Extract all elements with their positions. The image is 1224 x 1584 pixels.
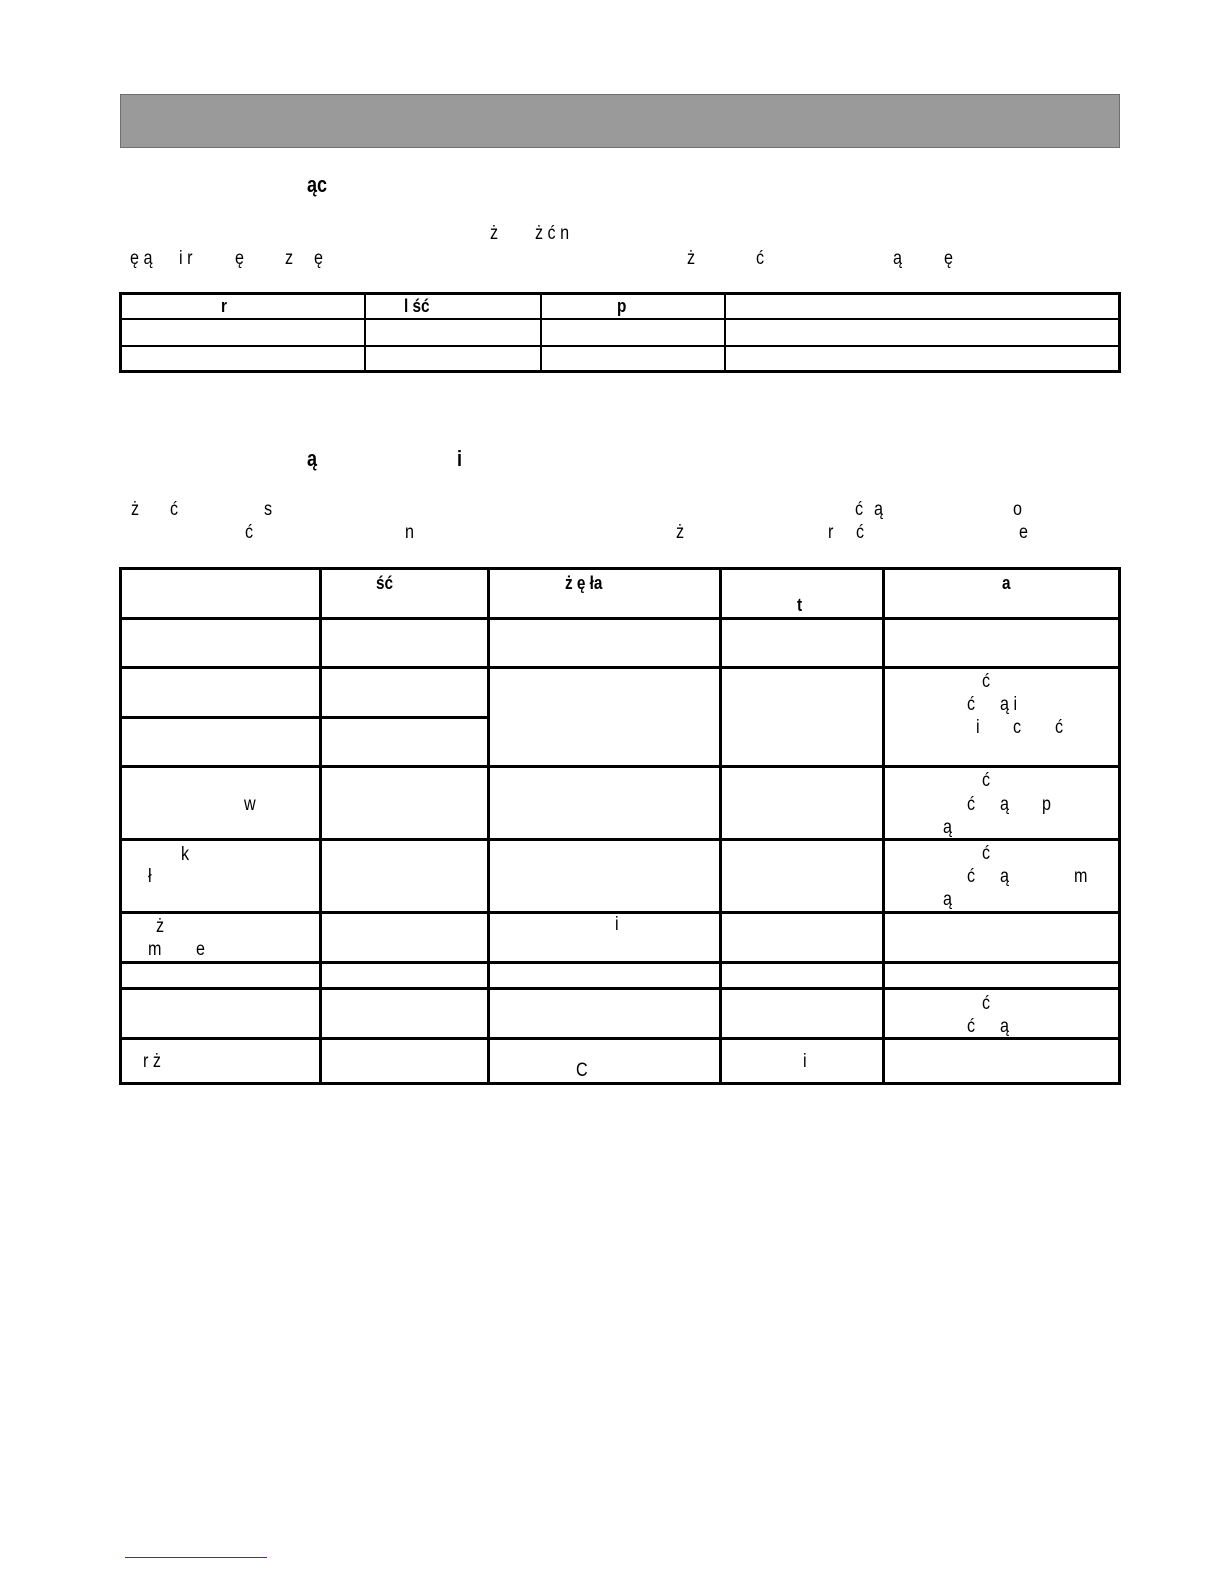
table2-cell-fragment: ć (982, 671, 991, 692)
table2-cell-fragment: ą (943, 817, 952, 838)
footnote-separator (125, 1557, 267, 1558)
table-divider (540, 292, 542, 373)
table-divider (319, 567, 322, 1085)
paragraph-fragment: o (1013, 499, 1022, 520)
table2-cell-fragment: ą i (1000, 694, 1018, 715)
table-divider (719, 567, 722, 1085)
table2-cell-fragment: m (148, 939, 162, 960)
table2-cell-fragment: w (244, 794, 256, 815)
table1-header-cell: p (617, 296, 627, 316)
table2-header-cell: ż ę ła (565, 573, 603, 593)
section2-heading: i (457, 446, 463, 471)
paragraph-fragment: s (264, 499, 273, 520)
paragraph-fragment: ą (893, 248, 902, 269)
paragraph-fragment: z (285, 248, 294, 269)
paragraph-fragment: i r (179, 248, 193, 269)
table-divider (119, 911, 1121, 914)
table-divider (119, 838, 1121, 841)
table2-cell-fragment: p (1042, 794, 1051, 815)
table2-cell-fragment: i (803, 1051, 807, 1072)
table2-header-cell: t (797, 595, 803, 615)
section2-heading: ą (307, 446, 318, 471)
table2-cell-fragment: ć (967, 794, 976, 815)
table-divider (882, 567, 885, 1085)
table2-cell-fragment: ą (1000, 1016, 1009, 1037)
table2-cell-fragment: ć (982, 843, 991, 864)
table1-header-cell: l ść (404, 296, 430, 316)
paragraph-fragment: ż (676, 522, 685, 543)
table2-header-cell: ść (376, 573, 394, 593)
table2-cell-fragment: ż (156, 916, 165, 937)
paragraph-fragment: ć (855, 499, 864, 520)
table2-cell-fragment: e (196, 939, 205, 960)
paragraph-fragment: ę (944, 248, 953, 269)
paragraph-fragment: ć (245, 522, 254, 543)
table2-cell-fragment: ć (1055, 717, 1064, 738)
table-2 (119, 567, 1121, 1085)
table2-cell-fragment: i (615, 914, 619, 935)
paragraph-fragment: ż ć n (535, 223, 570, 244)
paragraph-fragment: e (1019, 522, 1028, 543)
paragraph-fragment: ż (490, 223, 499, 244)
table-divider (119, 617, 1121, 620)
paragraph-fragment: ę (314, 248, 323, 269)
table2-cell-fragment: ć (982, 770, 991, 791)
table2-header-cell: a (1002, 573, 1011, 593)
table-divider (364, 292, 366, 373)
table2-cell-fragment: ą (943, 889, 952, 910)
table2-cell-fragment: ł (148, 866, 152, 887)
table2-cell-fragment: ć (967, 694, 976, 715)
paragraph-fragment: ę (235, 248, 244, 269)
table-divider (119, 765, 1121, 768)
table2-cell-fragment: ą (1000, 794, 1009, 815)
paragraph-fragment: ć (856, 522, 865, 543)
table2-cell-fragment: r ż (143, 1051, 161, 1072)
paragraph-fragment: ą (874, 499, 883, 520)
table-divider (487, 567, 490, 1085)
table-divider (119, 716, 489, 719)
section-header-bar (120, 94, 1120, 148)
table2-cell-fragment: C (576, 1060, 588, 1081)
paragraph-fragment: ć (170, 499, 179, 520)
table2-cell-fragment: ą (1000, 866, 1009, 887)
table2-cell-fragment: ć (967, 866, 976, 887)
paragraph-fragment: ę ą (130, 248, 153, 269)
paragraph-fragment: ż (687, 248, 696, 269)
table2-cell-fragment: m (1074, 866, 1088, 887)
table-divider (724, 292, 726, 373)
section1-heading: ąc (307, 172, 328, 197)
table-divider (119, 318, 1121, 320)
table-divider (119, 666, 1121, 669)
table2-cell-fragment: k (181, 844, 190, 865)
table-divider (119, 987, 1121, 990)
paragraph-fragment: ż (131, 499, 140, 520)
table2-cell-fragment: i (976, 717, 980, 738)
paragraph-fragment: ć (756, 248, 765, 269)
table2-cell-fragment: ć (967, 1016, 976, 1037)
paragraph-fragment: r (828, 522, 834, 543)
table2-cell-fragment: c (1013, 717, 1022, 738)
table2-cell-fragment: ć (982, 993, 991, 1014)
table-divider (119, 345, 1121, 347)
paragraph-fragment: n (405, 522, 414, 543)
table1-header-cell: r (221, 296, 227, 316)
table-divider (119, 961, 1121, 964)
